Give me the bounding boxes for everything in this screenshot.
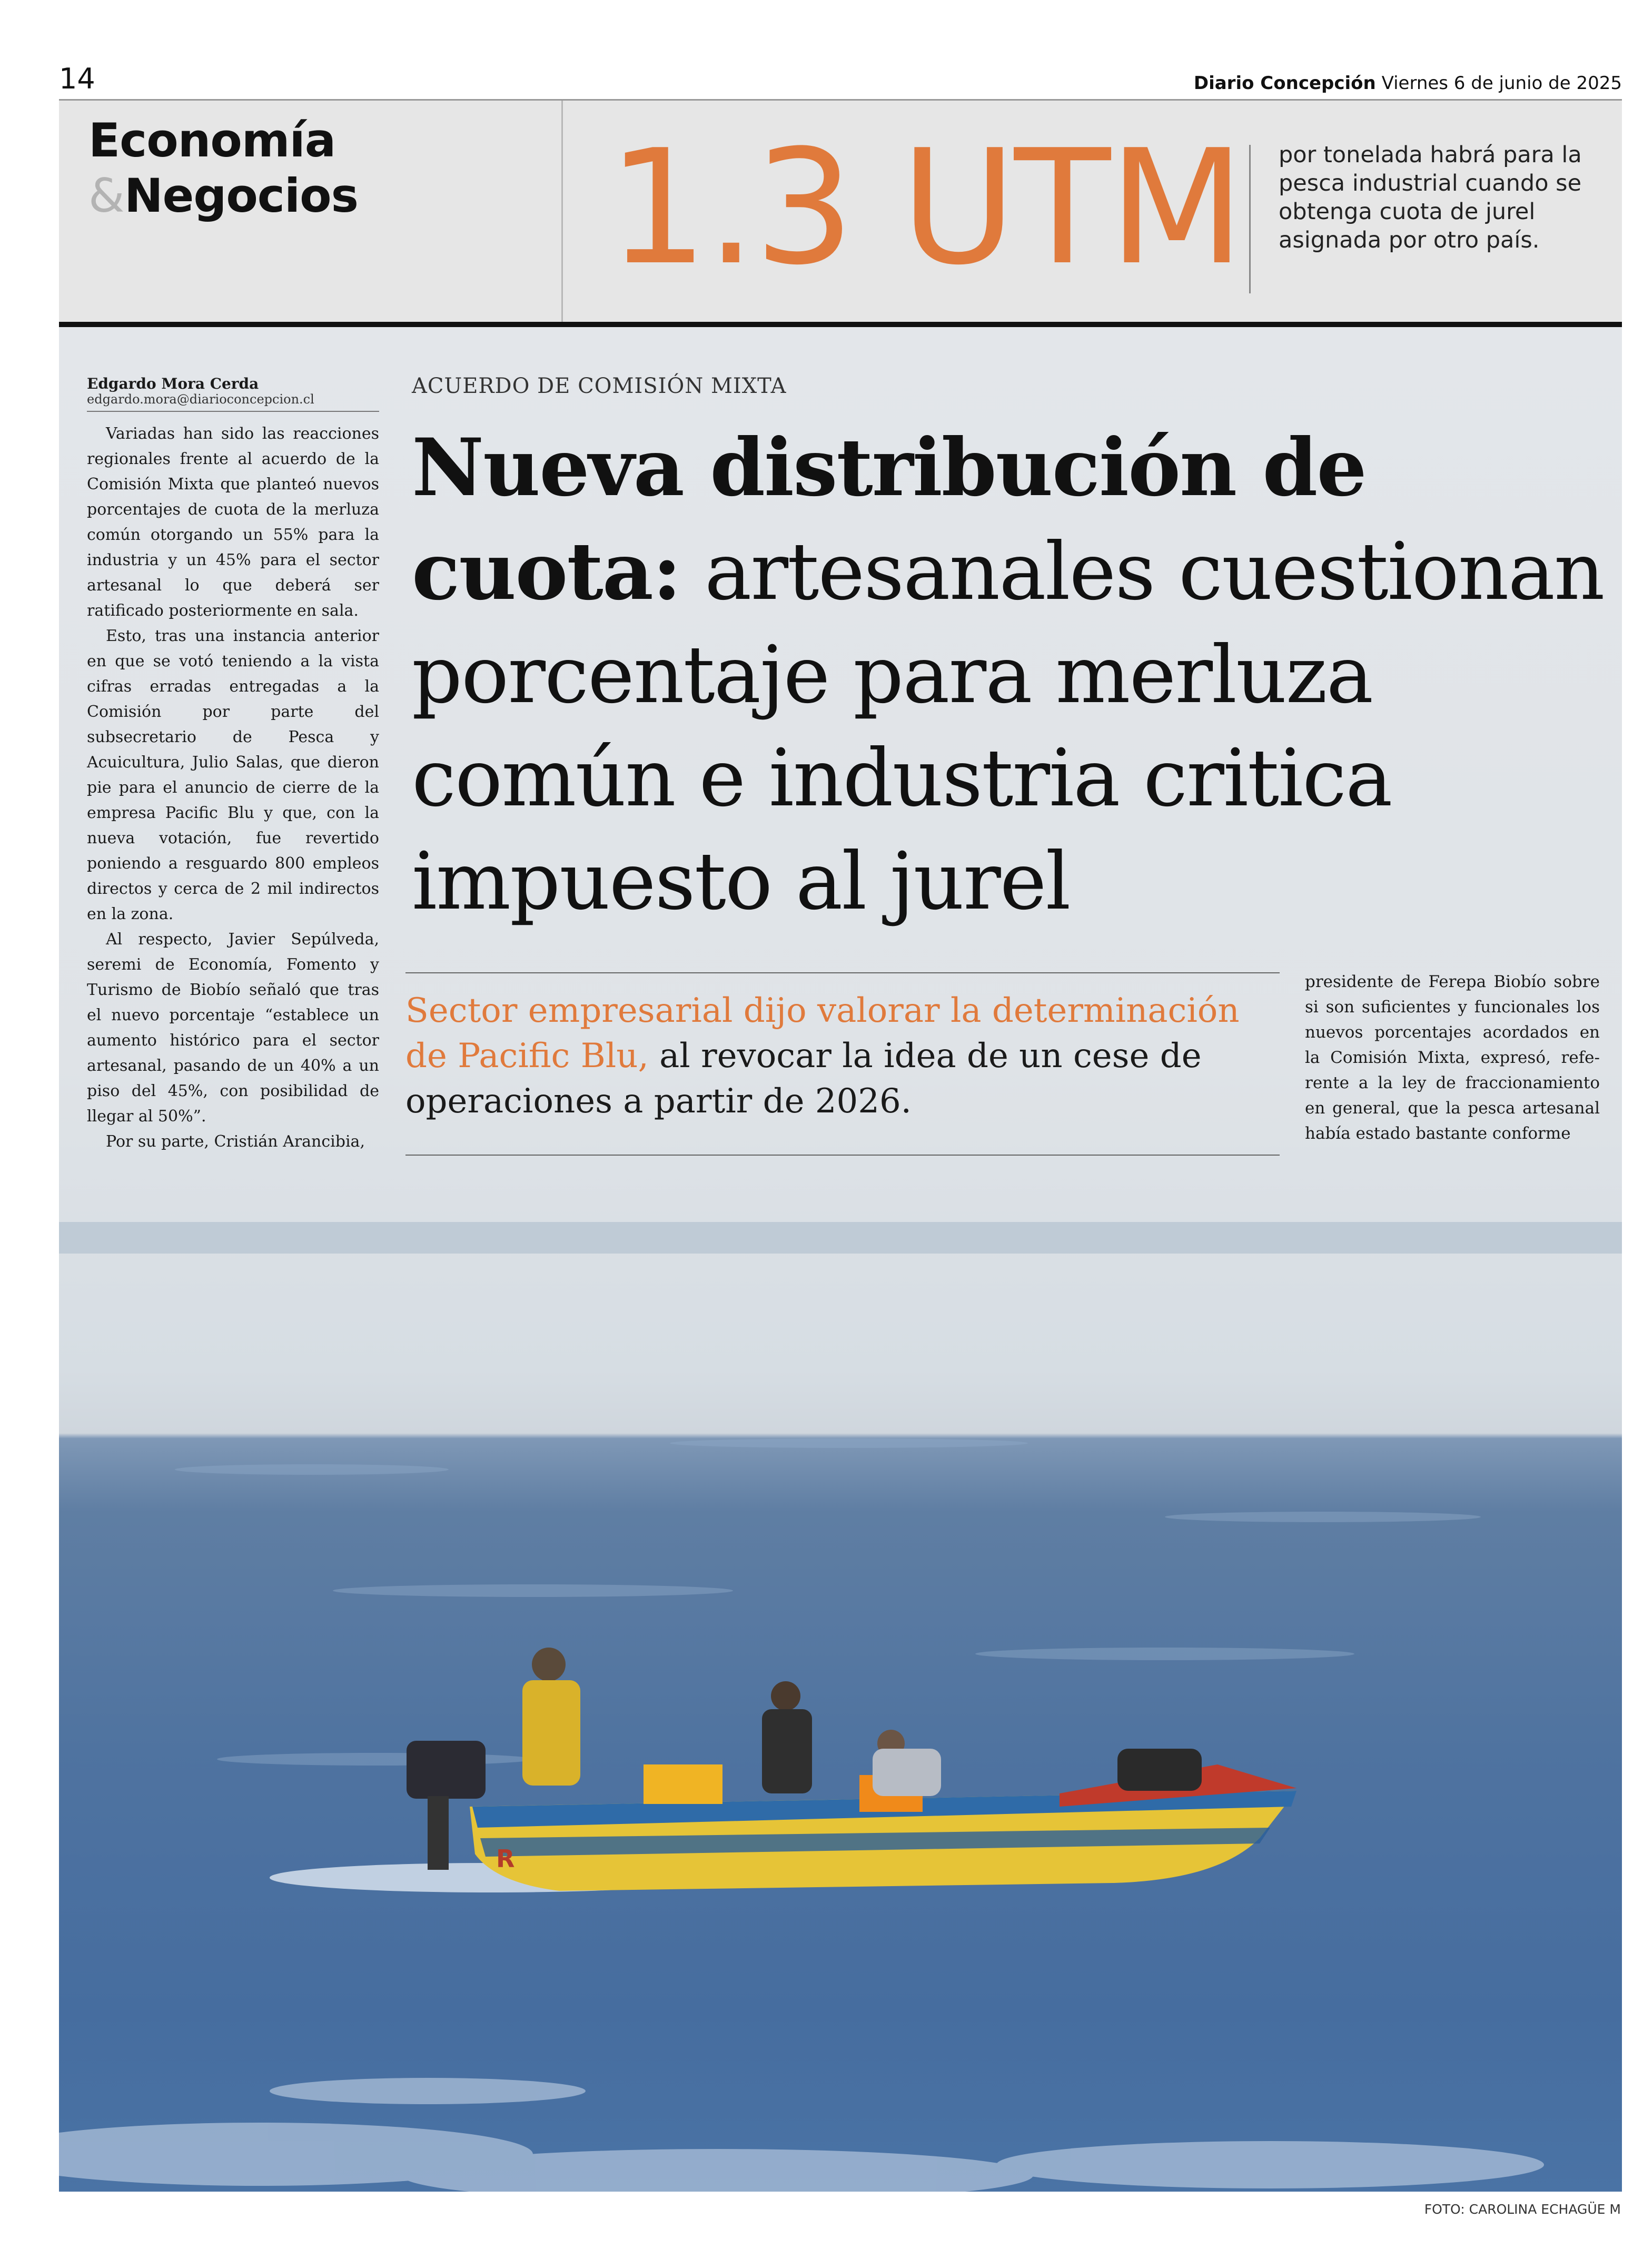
folio-header [1194,73,1622,94]
highlight-stat-caption: por tonelada habrá para la pesca industrial cuando se obtenga cuota de jurel asignada por otro país. [1279,142,1582,253]
issue-date: Viernes 6 de junio de 2025 [1381,73,1622,94]
stat-divider [1249,145,1251,293]
newspaper-name: Diario Concepción [1193,73,1376,94]
body-column-left [87,421,379,1155]
fishermen [522,1648,941,1796]
foreground-foam [59,2078,1544,2192]
summary-text: al revocar la idea de un cese de operaciones a partir de 2026. [405,1037,1202,1121]
highlight-stat-value: 1.3 UTM [607,116,1243,300]
headline-regular: artesanales cuestionan porcentaje para merluza común e industria critica impuesto al jurel [412,526,1604,928]
section-title-negocios: Negocios [124,169,358,223]
article-summary [405,988,1269,1124]
body-paragraph: Variadas han sido las reacciones regionales frente al acuerdo de la Comisión Mixta que planteó nuevos porcentajes de cuota de la merluza común otorgando un 55% para la industria y un 45% para el sector artesanal lo que deberá ser ratificado posteriormente en sala. [87,425,379,620]
byline-author: Edgardo Mora Cerda [87,375,259,392]
article-headline [412,416,1618,933]
summary-rule-bottom [405,1155,1280,1156]
body-paragraph: Al respecto, Javier Sepúlveda, seremi de Economía, Fomento y Turismo de Biobío señaló que tras el nuevo porcentaje “establece un aumento histórico para el sector artesanal, pasando de un 40% a un piso del 45%, con posibilidad de llegar al 50%”. [87,930,379,1126]
photo-credit: FOTO: CAROLINA ECHAGÜE M [1424,2202,1621,2217]
byline-rule [87,411,379,412]
boat-marking: R [496,1845,515,1873]
summary-rule-top [405,972,1280,973]
article-kicker: ACUERDO DE COMISIÓN MIXTA [412,374,787,398]
page-number: 14 [59,62,95,95]
summary-highlight: Sector empresarial dijo valorar la determinación de Pacific Blu, [405,991,1240,1076]
body-column-right: presidente de Ferepa Biobío sobre si son suficientes y funcionales los nuevos porcentajes acordados en la Comisión Mixta, expresó, referente a la ley de fraccionamiento en general, que la pesca artesanal había estado bastante conforme [1305,972,1600,1143]
body-paragraph: Por su parte, Cristián Arancibia, [106,1132,365,1151]
wave-streaks [175,1438,1481,1766]
headline-bold: Nueva distribución de cuota: [412,421,1366,618]
header-bottom-rule [59,322,1622,327]
section-title-economia: Economía [88,113,336,167]
header-divider [561,101,563,322]
byline-email: edgardo.mora@diarioconcepcion.cl [87,392,314,407]
section-ampersand: & [88,169,125,223]
body-paragraph: Esto, tras una instancia anterior en que se votó teniendo a la vista cifras erradas entregadas a la Comisión por parte del subsecretario de Pesca y Acuicultura, Julio Salas, que dieron pie para el anuncio de cierre de la empresa Pacific Blu y que, con la nueva votación, fue revertido poniendo a resguardo 800 empleos directos y cerca de 2 mil indirectos en la zona. [87,627,379,923]
fishing-boat-photo [59,1222,1622,2192]
